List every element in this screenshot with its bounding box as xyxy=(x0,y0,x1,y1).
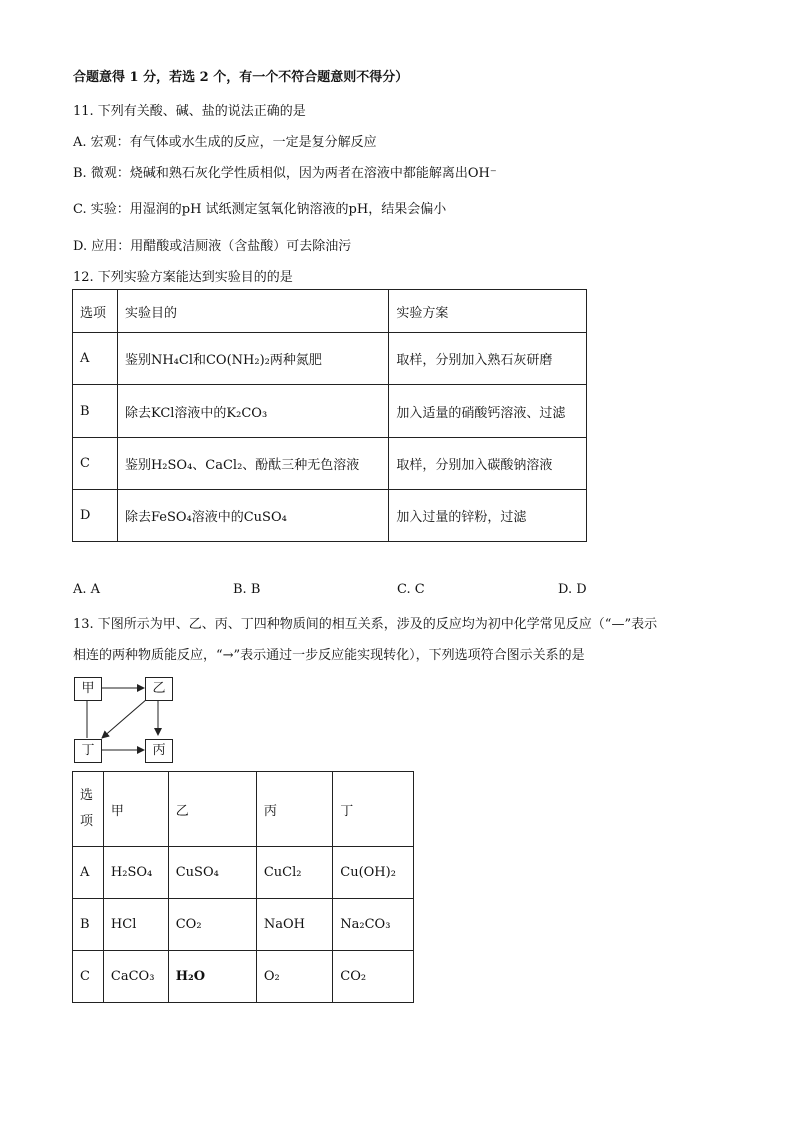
table-row xyxy=(73,385,587,438)
q11-option-c: C. 实验：用湿润的pH 试纸测定氢氧化钠溶液的pH，结果会偏小 xyxy=(73,202,447,217)
header-cell: 乙 xyxy=(168,772,256,847)
table-cell: CO₂ xyxy=(168,899,256,951)
table-row xyxy=(73,899,414,951)
header-cell: 丁 xyxy=(333,772,414,847)
table-row xyxy=(73,847,414,899)
table-cell: H₂SO₄ xyxy=(103,847,168,899)
table-cell: C xyxy=(73,438,118,490)
table-cell: CuSO₄ xyxy=(168,847,256,899)
table-cell: 加入过量的锌粉，过滤 xyxy=(389,490,587,542)
table-header-row xyxy=(73,290,587,333)
q12-choice-a: A. A xyxy=(73,582,101,597)
table-cell: 加入适量的硝酸钙溶液、过滤 xyxy=(389,385,587,438)
header-cell: 选项 xyxy=(73,290,118,333)
table-cell: 鉴别NH₄Cl和CO(NH₂)₂两种氮肥 xyxy=(117,333,388,385)
table-cell: 除去KCl溶液中的K₂CO₃ xyxy=(117,385,388,438)
header-cell: 选项 xyxy=(73,772,104,847)
table-cell: HCl xyxy=(103,899,168,951)
table-cell: CO₂ xyxy=(333,951,414,1003)
header-note: 合题意得 1 分，若选 2 个，有一个不符合题意则不得分） xyxy=(73,70,409,85)
q11-option-d: D. 应用：用醋酸或洁厕液（含盐酸）可去除油污 xyxy=(73,239,352,254)
table-cell: 鉴别H₂SO₄、CaCl₂、酚酞三种无色溶液 xyxy=(117,438,388,490)
table-cell: A xyxy=(73,847,104,899)
table-cell: D xyxy=(73,490,118,542)
table-cell: CaCO₃ xyxy=(103,951,168,1003)
header-cell: 甲 xyxy=(103,772,168,847)
arrow-yi-to-ding xyxy=(102,699,147,738)
q11-option-a: A. 宏观：有气体或水生成的反应，一定是复分解反应 xyxy=(73,135,377,150)
table-row xyxy=(73,951,414,1003)
table-row xyxy=(73,438,587,490)
node-ding: 丁 xyxy=(74,739,102,763)
table-cell: C xyxy=(73,951,104,1003)
header-cell: 实验方案 xyxy=(389,290,587,333)
node-yi: 乙 xyxy=(145,677,173,701)
table-cell: 取样，分别加入碳酸钠溶液 xyxy=(389,438,587,490)
q12-choice-b: B. B xyxy=(233,582,261,597)
table-cell: NaOH xyxy=(256,899,332,951)
table-header-row xyxy=(73,772,414,847)
q12-choice-d: D. D xyxy=(558,582,587,597)
table-cell: H₂O xyxy=(168,951,256,1003)
table-cell: Na₂CO₃ xyxy=(333,899,414,951)
node-jia: 甲 xyxy=(74,677,102,701)
table-cell: CuCl₂ xyxy=(256,847,332,899)
q13-table xyxy=(72,771,414,1003)
q13-stem-line2: 相连的两种物质能反应，“→”表示通过一步反应能实现转化），下列选项符合图示关系的是 xyxy=(73,648,585,663)
q11-stem: 11. 下列有关酸、碱、盐的说法正确的是 xyxy=(73,104,306,119)
table-cell: O₂ xyxy=(256,951,332,1003)
table-row xyxy=(73,333,587,385)
header-cell: 实验目的 xyxy=(117,290,388,333)
table-row xyxy=(73,490,587,542)
table-cell: B xyxy=(73,899,104,951)
node-bing: 丙 xyxy=(145,739,173,763)
q12-stem: 12. 下列实验方案能达到实验目的的是 xyxy=(73,270,293,285)
q12-table xyxy=(72,289,587,542)
header-cell: 丙 xyxy=(256,772,332,847)
table-cell: Cu(OH)₂ xyxy=(333,847,414,899)
table-cell: B xyxy=(73,385,118,438)
table-cell: 取样，分别加入熟石灰研磨 xyxy=(389,333,587,385)
table-cell: A xyxy=(73,333,118,385)
q11-option-b: B. 微观：烧碱和熟石灰化学性质相似，因为两者在溶液中都能解离出OH⁻ xyxy=(73,166,497,181)
q12-choice-c: C. C xyxy=(397,582,425,597)
q13-stem-line1: 13. 下图所示为甲、乙、丙、丁四种物质间的相互关系，涉及的反应均为初中化学常见反应（“—”表示 xyxy=(73,617,658,632)
table-cell: 除去FeSO₄溶液中的CuSO₄ xyxy=(117,490,388,542)
relationship-diagram xyxy=(70,672,180,767)
